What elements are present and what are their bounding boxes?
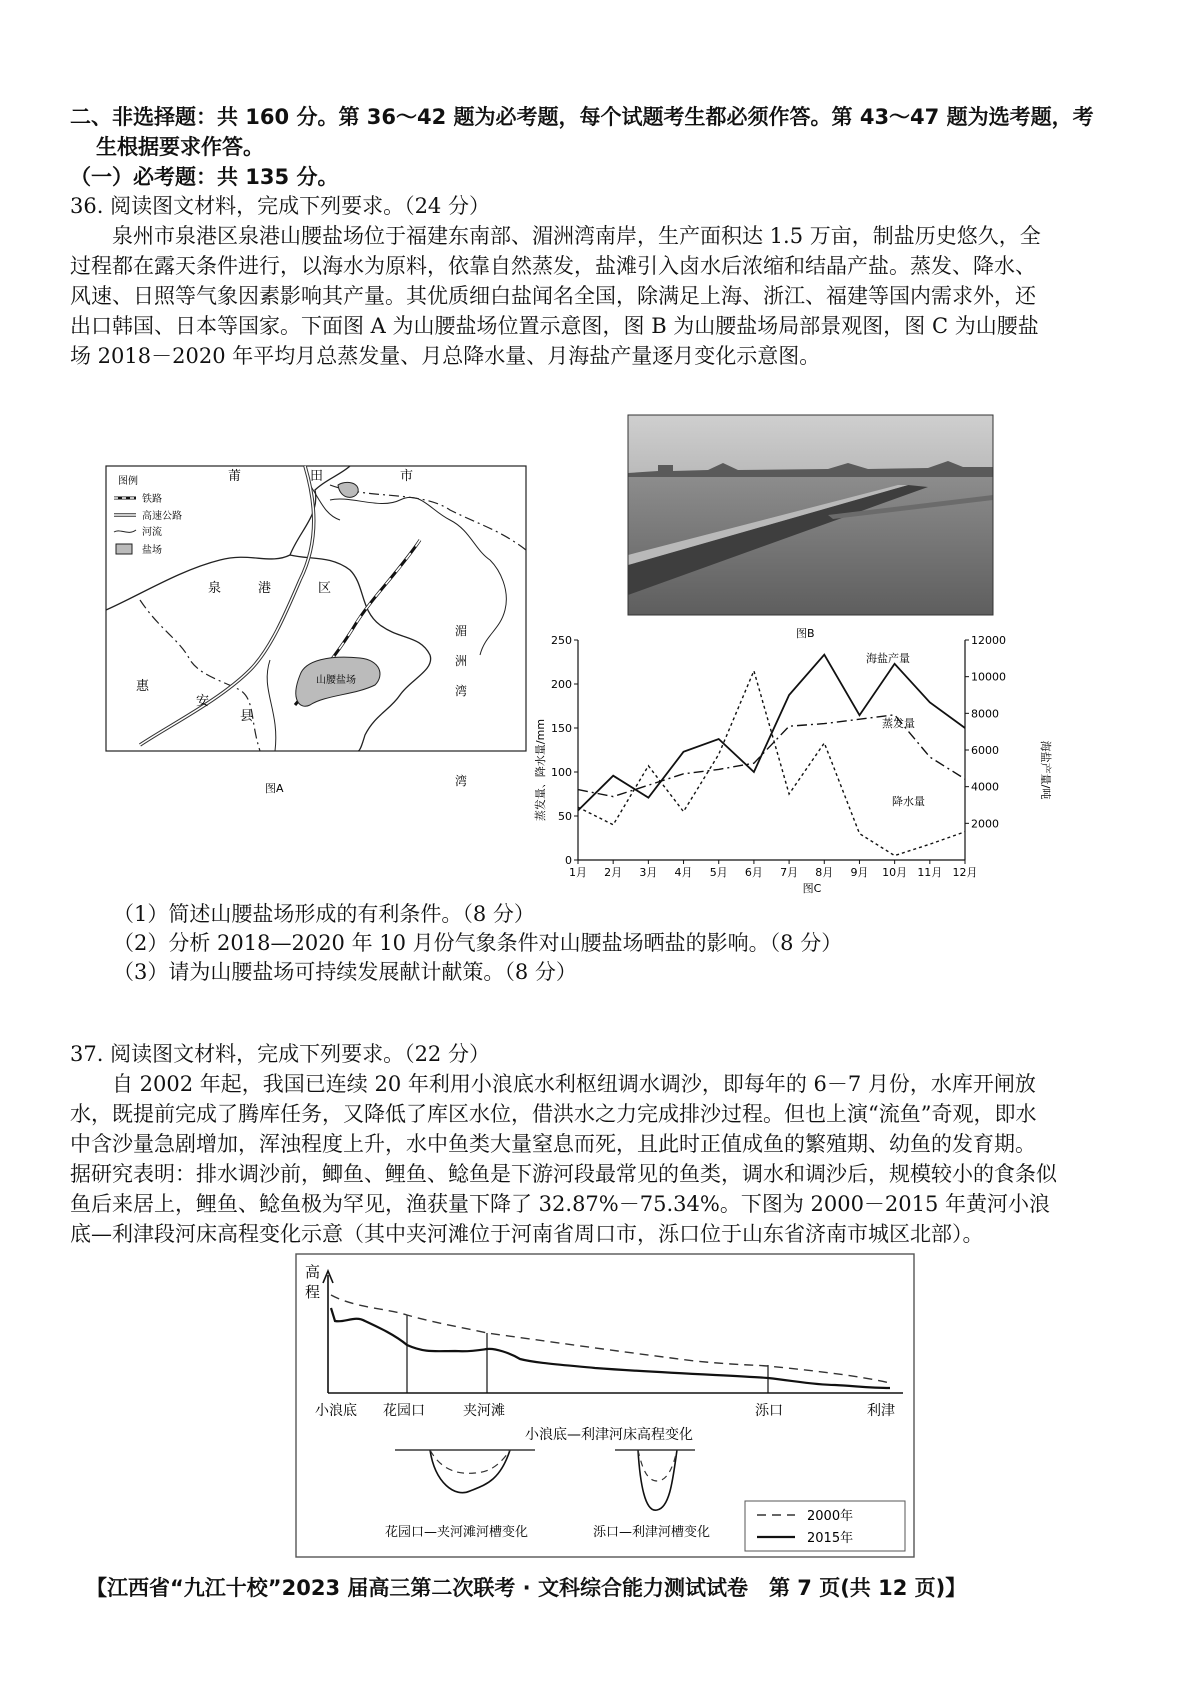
q37-para-line: 鱼后来居上，鲤鱼、鲶鱼极为罕见，渔获量下降了 32.87%－75.34%。下图为 2000－2015 年黄河小浪 <box>70 1192 1051 1216</box>
station-label: 花园口 <box>383 1403 425 1419</box>
profile-title: 小浪底—利津河床高程变化 <box>525 1427 693 1443</box>
q37-title: 37. 阅读图文材料，完成下列要求。（22 分） <box>70 1042 490 1066</box>
q36-para-line: 过程都在露天条件进行，以海水为原料，依靠自然蒸发，盐滩引入卤水后浓缩和结晶产盐。蒸发、降水、 <box>70 254 1036 278</box>
chart-xtick-label: 8月 <box>815 866 834 879</box>
chart-c-plot <box>551 634 1006 879</box>
legend-railway: 铁路 <box>142 494 162 505</box>
chart-xtick-label: 12月 <box>952 866 978 879</box>
map-label: 莆 <box>228 469 242 484</box>
q36-para-line: 场 2018－2020 年平均月总蒸发量、月总降水量、月海盐产量逐月变化示意图。 <box>70 344 821 368</box>
q36-sub3: （3）请为山腰盐场可持续发展献计献策。（8 分） <box>113 960 577 984</box>
chart-xtick-label: 10月 <box>882 866 908 879</box>
map-label: 安 <box>196 694 210 709</box>
chart-series-label: 海盐产量 <box>866 652 910 665</box>
page-footer: 【江西省“九江十校”2023 届高三第二次联考 · 文科综合能力测试试卷 第 7 页(共 12 页)】 <box>86 1576 967 1600</box>
chart-xtick-label: 2月 <box>604 866 623 879</box>
q36-para-line: 泉州市泉港区泉港山腰盐场位于福建东南部、湄洲湾南岸，生产面积达 1.5 万亩，制盐历史悠久，全 <box>112 224 1041 248</box>
chart-series-label: 降水量 <box>892 795 925 808</box>
q36-sub2: （2）分析 2018—2020 年 10 月份气象条件对山腰盐场晒盐的影响。（8 分） <box>113 931 843 955</box>
chart-c <box>530 630 1050 895</box>
legend-2000: 2000年 <box>807 1509 854 1524</box>
section-heading-line1: 二、非选择题：共 160 分。第 36～42 题为必考题，每个试题考生都必须作答。第 43～47 题为选考题，考 <box>70 105 1094 129</box>
chart-series-line <box>578 655 965 811</box>
chart-ytick-label: 0 <box>565 854 572 867</box>
map-label: 洲 <box>455 654 468 668</box>
chart-series-label: 蒸发量 <box>882 717 915 730</box>
map-label: 县 <box>240 709 254 724</box>
q37-para-line: 水，既提前完成了腾库任务，又降低了库区水位，借洪水之力完成排沙过程。但也上演“流鱼”奇观，即水 <box>70 1102 1037 1126</box>
q36-para-line: 出口韩国、日本等国家。下面图 A 为山腰盐场位置示意图，图 B 为山腰盐场局部景观图，图 C 为山腰盐 <box>70 314 1039 338</box>
riverbed-elevation-figure <box>295 1253 915 1558</box>
chart-y2tick-label: 4000 <box>971 780 999 794</box>
q37-para-line: 据研究表明：排水调沙前，鲫鱼、鲤鱼、鲶鱼是下游河段最常见的鱼类，调水和调沙后，规模较小的食条似 <box>70 1162 1057 1186</box>
chart-ytick-label: 50 <box>558 810 572 823</box>
figure-a-caption: 图A <box>265 782 284 795</box>
q37-para-line: 底—利津段河床高程变化示意（其中夹河滩位于河南省周口市，泺口位于山东省济南市城区北部）。 <box>70 1222 984 1246</box>
required-section-heading: （一）必考题：共 135 分。 <box>70 165 339 189</box>
map-label: 区 <box>318 581 332 596</box>
location-map-a <box>100 460 530 800</box>
chart-y2tick-label: 2000 <box>971 817 999 831</box>
salt-field-label: 山腰盐场 <box>316 675 356 686</box>
station-label: 泺口 <box>755 1403 783 1419</box>
map-label: 湾 <box>455 774 468 788</box>
chart-ytick-label: 100 <box>551 766 572 779</box>
legend-2015: 2015年 <box>807 1531 854 1546</box>
chart-y2tick-label: 6000 <box>971 744 999 757</box>
station-label: 小浪底 <box>315 1403 357 1419</box>
map-label: 田 <box>310 469 324 484</box>
legend-title: 图例 <box>118 476 138 487</box>
chart-xtick-label: 5月 <box>709 866 728 879</box>
chart-xtick-label: 6月 <box>744 866 763 879</box>
q36-para-line: 风速、日照等气象因素影响其产量。其优质细白盐闻名全国，除满足上海、浙江、福建等国内需求外，还 <box>70 284 1036 308</box>
chart-y2tick-label: 8000 <box>971 707 999 721</box>
landscape-photo-b <box>628 415 993 645</box>
elevation-axis-label: 程 <box>305 1283 321 1301</box>
map-label: 泉 <box>208 581 222 596</box>
station-label: 夹河滩 <box>463 1403 505 1419</box>
figure-b-caption: 图B <box>796 627 815 640</box>
map-label: 湾 <box>455 684 468 698</box>
chart-c-ylabel: 蒸发量、降水量/mm <box>534 718 547 822</box>
chart-series-line <box>578 671 965 856</box>
map-label: 惠 <box>136 679 150 694</box>
chart-y2tick-label: 12000 <box>971 634 1006 647</box>
chart-ytick-label: 200 <box>551 678 572 691</box>
chart-xtick-label: 1月 <box>569 866 587 879</box>
chart-ytick-label: 250 <box>551 634 572 647</box>
cross-section-caption: 花园口—夹河滩河槽变化 <box>385 1525 529 1540</box>
legend-river: 河流 <box>142 527 162 538</box>
figure-c-caption: 图C <box>802 882 822 895</box>
elevation-axis-label: 高 <box>305 1263 321 1281</box>
chart-y2tick-label: 10000 <box>971 670 1006 684</box>
legend-saltfield: 盐场 <box>142 545 162 556</box>
q37-para-line: 自 2002 年起，我国已连续 20 年利用小浪底水利枢纽调水调沙，即每年的 6－7 月份，水库开闸放 <box>112 1072 1036 1096</box>
cross-section-caption: 泺口—利津河槽变化 <box>593 1525 711 1540</box>
legend-expressway: 高速公路 <box>142 511 182 522</box>
q36-title: 36. 阅读图文材料，完成下列要求。（24 分） <box>70 194 490 218</box>
chart-xtick-label: 7月 <box>780 866 799 879</box>
chart-xtick-label: 11月 <box>917 866 943 879</box>
map-label: 湄 <box>455 624 468 638</box>
section-heading-line2: 生根据要求作答。 <box>96 135 264 159</box>
chart-xtick-label: 9月 <box>850 866 869 879</box>
q37-para-line: 中含沙量急剧增加，浑浊程度上升，水中鱼类大量窒息而死，且此时正值成鱼的繁殖期、幼鱼的发育期。 <box>70 1132 1036 1156</box>
q36-sub1: （1）简述山腰盐场形成的有利条件。（8 分） <box>113 902 535 926</box>
chart-xtick-label: 4月 <box>674 866 693 879</box>
station-label: 利津 <box>867 1403 895 1419</box>
map-label: 港 <box>258 581 272 596</box>
chart-ytick-label: 150 <box>551 722 572 735</box>
chart-c-y2label: 海盐产量/吨 <box>1039 740 1052 800</box>
map-label: 市 <box>400 469 414 484</box>
chart-xtick-label: 3月 <box>639 866 658 879</box>
